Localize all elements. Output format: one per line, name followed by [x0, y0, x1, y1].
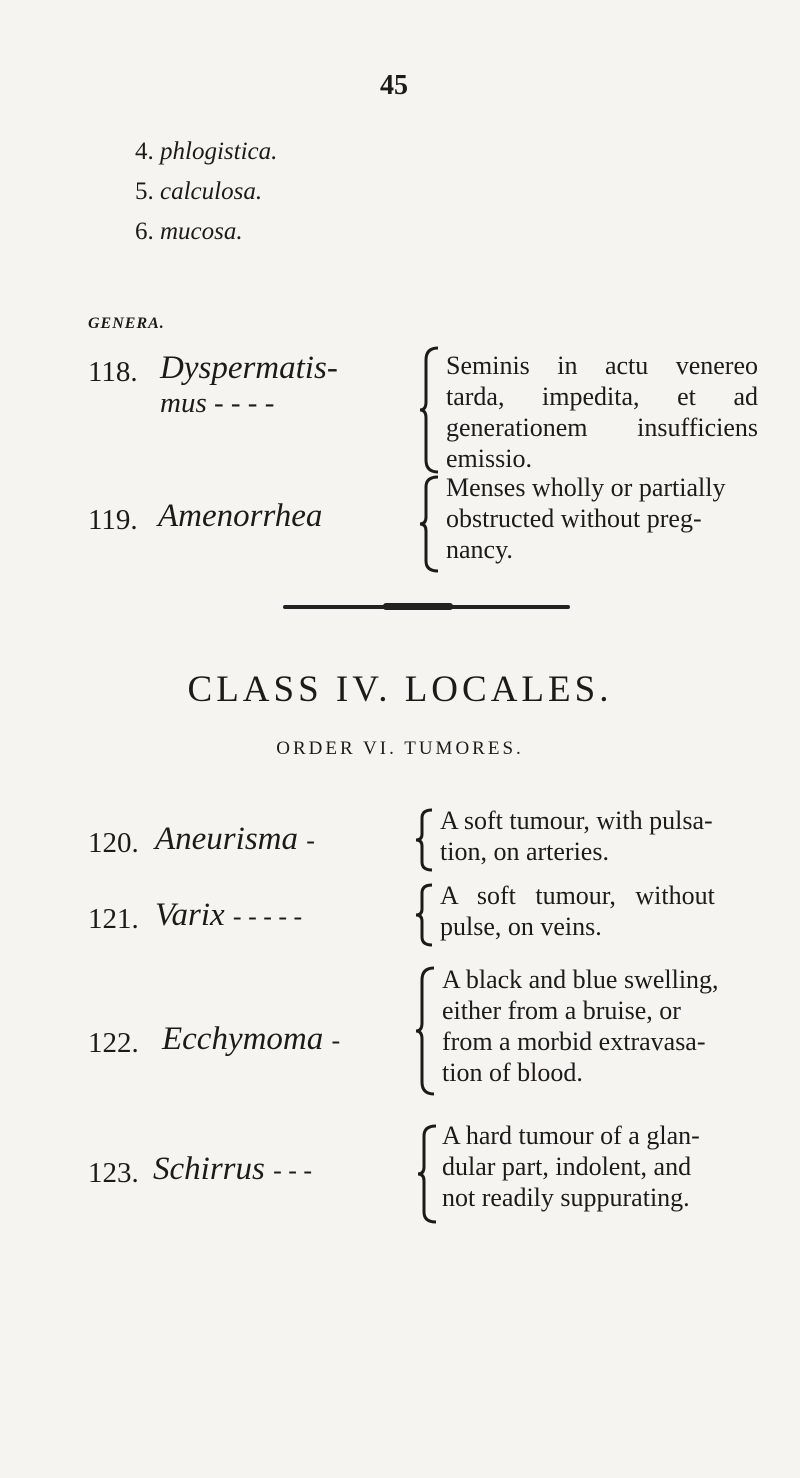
tumour-term: [155, 821, 315, 858]
variety-name: mucosa.: [160, 218, 243, 245]
description-line: dular part, indolent, and: [442, 1152, 692, 1181]
tumour-leader: - - -: [273, 1156, 313, 1185]
tumour-name: Ecchymoma: [162, 1021, 324, 1057]
description-line: emissio.: [446, 444, 532, 473]
page-number: 45: [380, 70, 408, 101]
tumour-term: [162, 1021, 340, 1058]
tumour-leader: - - - - -: [232, 902, 303, 931]
description-line: A black and blue swelling,: [442, 965, 719, 994]
order-heading: ORDER VI. TUMORES.: [276, 738, 524, 759]
brace: [414, 808, 436, 872]
tumour-leader: -: [306, 826, 315, 855]
tumour-number-121: 121.: [88, 903, 139, 935]
tumour-name: Aneurisma: [155, 821, 298, 857]
tumour-description: [440, 805, 713, 867]
tumour-leader: -: [331, 1026, 341, 1055]
genus-description: [446, 472, 725, 565]
tumour-number-122: 122.: [88, 1027, 139, 1059]
brace: [414, 966, 438, 1096]
description-line: either from a bruise, or: [442, 996, 681, 1025]
description-line: pulse, on veins.: [440, 912, 602, 941]
brace: [414, 883, 436, 947]
description-line: A soft tumour, without: [440, 881, 715, 910]
description-line: not readily suppurating.: [442, 1183, 690, 1212]
description-line: Menses wholly or partially: [446, 473, 726, 502]
variety-item: [135, 218, 243, 246]
description-line: obstructed without preg-: [446, 504, 702, 533]
description-line: nancy.: [446, 535, 513, 564]
variety-name: phlogistica.: [160, 138, 278, 165]
description-line: A hard tumour of a glan-: [442, 1121, 700, 1150]
brace: [418, 475, 442, 573]
section-divider-thick: [383, 603, 453, 610]
tumour-name: Varix: [155, 897, 225, 933]
tumour-number-123: 123.: [88, 1157, 139, 1189]
description-line: A soft tumour, with pulsa-: [440, 806, 713, 835]
genus-term-line: Dyspermatis-: [160, 350, 338, 386]
variety-number: 4.: [135, 138, 154, 165]
brace: [416, 1124, 440, 1224]
tumour-number-120: 120.: [88, 827, 139, 859]
variety-number: 5.: [135, 178, 154, 205]
description-line: from a morbid extravasa-: [442, 1027, 706, 1056]
description-line: tarda, impedita, et ad: [446, 382, 758, 411]
description-line: tion, on arteries.: [440, 837, 609, 866]
tumour-description: [440, 880, 755, 942]
class-heading: CLASS IV. LOCALES.: [187, 669, 613, 710]
tumour-description: [442, 1120, 700, 1213]
variety-item: [135, 138, 277, 166]
genus-number-118: 118.: [88, 356, 138, 388]
genus-number-119: 119.: [88, 504, 138, 536]
tumour-name: Schirrus: [153, 1151, 265, 1187]
genus-description: [446, 350, 758, 474]
variety-item: [135, 178, 262, 206]
variety-number: 6.: [135, 218, 154, 245]
brace: [418, 346, 442, 474]
description-line: tion of blood.: [442, 1058, 583, 1087]
variety-name: calculosa.: [160, 178, 263, 205]
description-line: Seminis in actu venereo: [446, 351, 758, 380]
genera-label: GENERA.: [88, 315, 165, 332]
tumour-term: [153, 1151, 312, 1188]
genus-term-line: mus - - - -: [160, 387, 275, 419]
description-line: generationem insufficiens: [446, 413, 758, 442]
tumour-description: [442, 964, 719, 1088]
genus-term-line: Amenorrhea: [158, 498, 323, 534]
tumour-term: [155, 897, 302, 934]
